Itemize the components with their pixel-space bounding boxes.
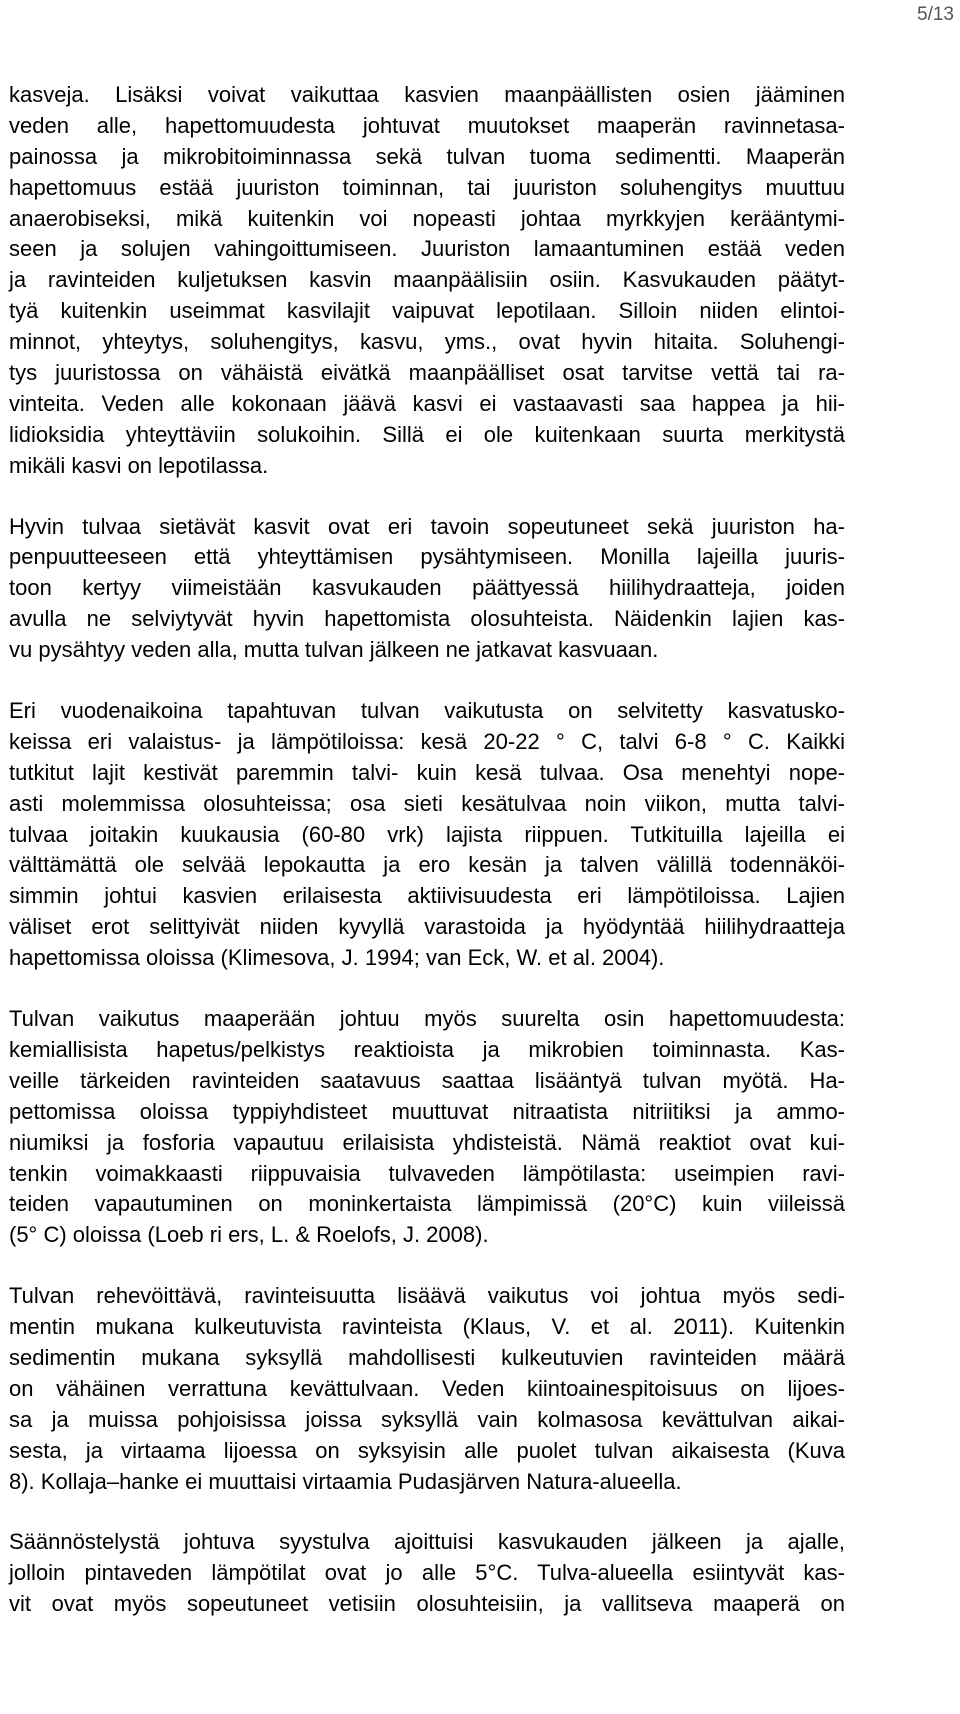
document-body: [9, 80, 845, 1650]
paragraph: [9, 1004, 845, 1251]
text-line: tyä kuitenkin useimmat kasvilajit vaipuvat lepotilaan. Silloin niiden elintoi-: [9, 298, 845, 324]
paragraph: [9, 1281, 845, 1497]
page-number: 5/13: [917, 4, 954, 25]
text-line: Tulvan rehevöittävä, ravinteisuutta lisäävä vaikutus voi johtua myös sedi-: [9, 1283, 845, 1309]
paragraph: [9, 1527, 845, 1620]
text-line: simmin johtui kasvien erilaisesta aktiivisuudesta eri lämpötiloissa. Lajien: [9, 883, 845, 909]
text-line: painossa ja mikrobitoiminnassa sekä tulvan tuoma sedimentti. Maaperän: [9, 143, 845, 169]
text-line: lidioksidia yhteyttäviin solukoihin. Sillä ei ole kuitenkaan suurta merkitystä: [9, 421, 845, 447]
text-line: anaerobiseksi, mikä kuitenkin voi nopeasti johtaa myrkkyjen kerääntymi-: [9, 205, 845, 231]
text-line: hapettomissa oloissa (Klimesova, J. 1994; van Eck, W. et al. 2004).: [9, 945, 665, 971]
text-line: pettomissa oloissa typpiyhdisteet muuttuvat nitraatista nitriitiksi ja ammo-: [9, 1098, 845, 1124]
text-line: sedimentin mukana syksyllä mahdollisesti kulkeutuvien ravinteiden määrä: [9, 1344, 845, 1370]
text-line: vu pysähtyy veden alla, mutta tulvan jälkeen ne jatkavat kasvuaan.: [9, 637, 659, 663]
text-line: hapettomuus estää juuriston toiminnan, tai juuriston soluhengitys muuttuu: [9, 174, 845, 200]
text-line: veille tärkeiden ravinteiden saatavuus saattaa lisääntyä tulvan myötä. Ha-: [9, 1067, 845, 1093]
paragraph: [9, 512, 845, 666]
text-line: väliset erot selittyivät niiden kyvyllä varastoida ja hyödyntää hiilihydraatteja: [9, 914, 845, 940]
text-line: niumiksi ja fosforia vapautuu erilaisista yhdisteistä. Nämä reaktiot ovat kui-: [9, 1129, 845, 1155]
text-line: ja ravinteiden kuljetuksen kasvin maanpäälisiin osiin. Kasvukauden päätyt-: [9, 267, 845, 293]
text-line: minnot, yhteytys, soluhengitys, kasvu, yms., ovat hyvin hitaita. Soluhengi-: [9, 329, 845, 355]
text-line: penpuutteeseen että yhteyttämisen pysähtymiseen. Monilla lajeilla juuris-: [9, 544, 845, 570]
text-line: tulvaa joitakin kuukausia (60-80 vrk) lajista riippuen. Tutkituilla lajeilla ei: [9, 821, 845, 847]
text-line: toon kertyy viimeistään kasvukauden päättyessä hiilihydraatteja, joiden: [9, 575, 845, 601]
text-line: vinteita. Veden alle kokonaan jäävä kasvi ei vastaavasti saa happea ja hii-: [9, 390, 845, 416]
text-line: mikäli kasvi on lepotilassa.: [9, 452, 269, 478]
text-line: seen ja solujen vahingoittumiseen. Juuriston lamaantuminen estää veden: [9, 236, 845, 262]
text-line: välttämättä ole selvää lepokautta ja ero kesän ja talven välillä todennäköi-: [9, 852, 845, 878]
text-line: Säännöstelystä johtuva syystulva ajoittuisi kasvukauden jälkeen ja ajalle,: [9, 1529, 845, 1555]
text-line: mentin mukana kulkeutuvista ravinteista (Klaus, V. et al. 2011). Kuitenkin: [9, 1314, 845, 1340]
text-line: Eri vuodenaikoina tapahtuvan tulvan vaikutusta on selvitetty kasvatusko-: [9, 698, 845, 724]
text-line: asti molemmissa olosuhteissa; osa sieti kesätulvaa noin viikon, mutta talvi-: [9, 790, 845, 816]
text-line: 8). Kollaja–hanke ei muuttaisi virtaamia Pudasjärven Natura-alueella.: [9, 1468, 682, 1494]
paragraph: [9, 696, 845, 974]
text-line: veden alle, hapettomuudesta johtuvat muutokset maaperän ravinnetasa-: [9, 112, 845, 138]
text-line: on vähäinen verrattuna kevättulvaan. Veden kiintoainespitoisuus on lijoes-: [9, 1375, 845, 1401]
paragraph: [9, 80, 845, 482]
text-line: sa ja muissa pohjoisissa joissa syksyllä vain kolmasosa kevättulvan aikai-: [9, 1406, 845, 1432]
text-line: tutkitut lajit kestivät paremmin talvi- kuin kesä tulvaa. Osa menehtyi nope-: [9, 759, 845, 785]
text-line: kemiallisista hapetus/pelkistys reaktioista ja mikrobien toiminnasta. Kas-: [9, 1036, 845, 1062]
text-line: keissa eri valaistus- ja lämpötiloissa: kesä 20-22 ° C, talvi 6-8 ° C. Kaikki: [9, 728, 845, 754]
text-line: tys juuristossa on vähäistä eivätkä maanpäälliset osat tarvitse vettä tai ra-: [9, 360, 845, 386]
text-line: vit ovat myös sopeutuneet vetisiin olosuhteisiin, ja vallitseva maaperä on: [9, 1591, 845, 1617]
text-line: sesta, ja virtaama lijoessa on syksyisin alle puolet tulvan aikaisesta (Kuva: [9, 1437, 845, 1463]
text-line: Tulvan vaikutus maaperään johtuu myös suurelta osin hapettomuudesta:: [9, 1006, 845, 1032]
text-line: teiden vapautuminen on moninkertaista lämpimissä (20°C) kuin viileissä: [9, 1191, 845, 1217]
text-line: tenkin voimakkaasti riippuvaisia tulvaveden lämpötilasta: useimpien ravi-: [9, 1160, 845, 1186]
text-line: avulla ne selviytyvät hyvin hapettomista olosuhteista. Näidenkin lajien kas-: [9, 606, 845, 632]
text-line: kasveja. Lisäksi voivat vaikuttaa kasvien maanpäällisten osien jääminen: [9, 82, 845, 107]
text-line: Hyvin tulvaa sietävät kasvit ovat eri tavoin sopeutuneet sekä juuriston ha-: [9, 513, 845, 539]
text-line: jolloin pintaveden lämpötilat ovat jo alle 5°C. Tulva-alueella esiintyvät kas-: [9, 1560, 845, 1586]
text-line: (5° C) oloissa (Loeb ri ers, L. & Roelofs, J. 2008).: [9, 1222, 489, 1248]
